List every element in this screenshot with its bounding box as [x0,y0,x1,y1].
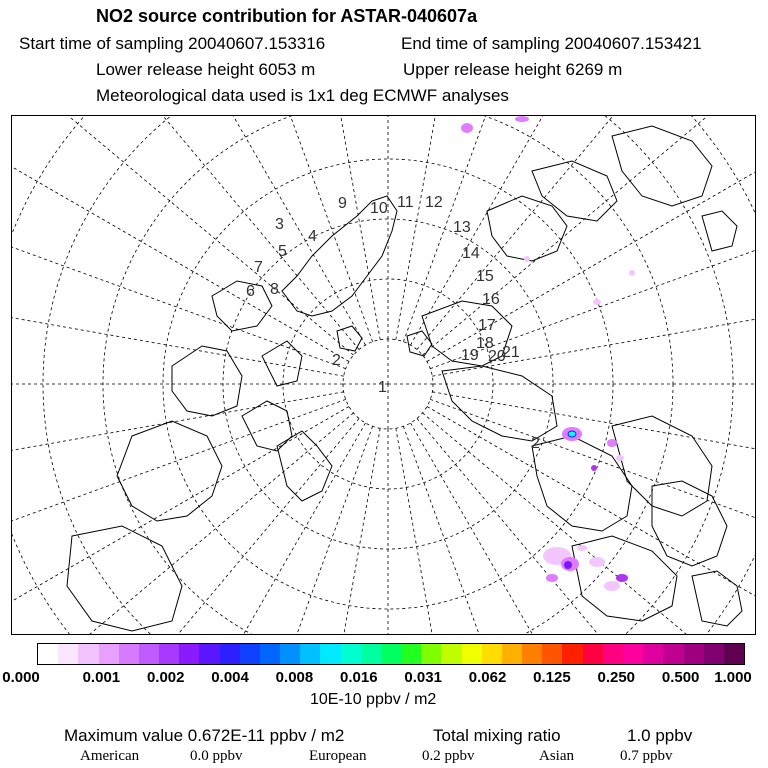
european-label: European [309,748,367,764]
plume-patch [616,574,628,582]
plume-patch [577,545,587,551]
longitude-line [430,399,756,635]
color-swatch [58,644,78,664]
color-swatch [38,644,58,664]
plume-patch [616,455,624,461]
color-scale-tick: 0.002 [146,669,185,686]
trajectory-day-label: 1 [378,379,387,396]
trajectory-day-label: 2 [332,352,341,369]
trajectory-day-label: 14 [462,245,480,262]
trajectory-day-label: 10 [370,200,388,217]
met-data-label: Meteorological data used is 1x1 deg ECMWF analyses [96,86,509,105]
trajectory-day-label: 13 [453,219,471,236]
trajectory-day-label: 19 [461,347,479,364]
color-scale-tick: 0.500 [661,669,700,686]
plume-patch [604,581,620,591]
maximum-value-label: Maximum value 0.672E-11 ppbv / m2 [64,726,345,745]
longitude-line [396,428,544,635]
plume-patch [564,561,572,569]
trajectory-day-label: 21 [502,344,520,361]
color-swatch [603,644,623,664]
trajectory-labels [246,194,540,452]
color-swatch [300,644,320,664]
color-scale-tick: 0.004 [211,669,249,686]
longitude-line [422,116,756,355]
plume-patch [568,431,576,437]
latitude-circle [12,116,756,635]
trajectory-day-label: 4 [308,228,317,245]
trajectory-day-label: 11 [397,194,414,211]
longitude-line [12,228,344,376]
plume-patch [461,123,473,133]
color-swatch [280,644,300,664]
color-scale-unit: 10E-10 ppbv / m2 [310,691,437,708]
color-swatch [119,644,139,664]
color-scale-tick: 1.000 [714,669,752,686]
color-scale-bar [37,643,745,665]
color-swatch [502,644,522,664]
total-mixing-ratio-value: 1.0 ppbv [627,726,693,745]
plume-patch [629,270,635,276]
color-swatch [562,644,582,664]
longitude-line [12,413,354,635]
color-swatch [663,644,683,664]
longitude-line [232,428,380,635]
longitude-line [12,418,359,635]
color-swatch [220,644,240,664]
color-swatch [159,644,179,664]
trajectory-day-label: 16 [482,291,500,308]
polar-map [11,115,756,635]
longitude-line [427,407,756,636]
longitude-line [403,116,695,342]
plume-patch [591,465,597,471]
total-mixing-ratio-label: Total mixing ratio [433,726,561,745]
trajectory-day-label: 8 [270,281,279,298]
longitude-line [12,407,349,636]
color-scale-tick: 0.000 [2,669,40,686]
color-swatch [381,644,401,664]
color-swatch [704,644,724,664]
plume-patch [546,574,558,582]
longitude-line [403,426,695,635]
plume-patch [524,256,530,262]
color-swatch [522,644,542,664]
asian-label: Asian [539,748,574,764]
trajectory-day-label: 3 [275,216,284,233]
color-swatch [199,644,219,664]
asian-value: 0.7 ppbv [620,748,673,764]
longitude-line [12,423,366,635]
color-scale-tick: 0.031 [404,669,442,686]
color-swatch [441,644,461,664]
trajectory-day-label: 18 [476,335,494,352]
color-swatch [240,644,260,664]
trajectory-day-label: 9 [338,195,347,212]
plume-patch [607,439,617,447]
start-time-label: Start time of sampling 20040607.153316 [19,34,326,53]
trajectory-day-label: 2 [531,435,540,452]
color-swatch [341,644,361,664]
color-swatch [401,644,421,664]
plume-patch [589,557,605,567]
trajectory-day-label: 17 [478,317,496,334]
longitude-line [427,116,756,362]
color-swatch [462,644,482,664]
plume-patch [515,116,529,122]
color-scale-tick: 0.016 [340,669,378,686]
color-swatch [179,644,199,664]
longitude-line [12,116,349,362]
american-label: American [80,748,140,764]
color-swatch [643,644,663,664]
color-scale-tick: 0.008 [275,669,314,686]
trajectory-day-label: 20 [488,348,506,365]
trajectory-day-label: 12 [425,194,443,211]
color-scale-tick: 0.125 [533,669,571,686]
color-swatch [583,644,603,664]
color-swatch [139,644,159,664]
longitude-line [80,116,372,342]
color-swatch [542,644,562,664]
color-swatch [482,644,502,664]
color-scale-tick: 0.062 [468,669,507,686]
trajectory-day-label: 5 [278,243,287,260]
color-swatch [684,644,704,664]
plume-patch [593,299,601,305]
color-swatch [724,644,744,664]
color-swatch [78,644,98,664]
plot-title: NO2 source contribution for ASTAR-040607a [96,6,478,26]
trajectory-day-label: 7 [254,259,263,276]
lat-lon-grid [12,116,756,635]
lower-height-label: Lower release height 6053 m [96,60,316,79]
color-scale-tick: 0.250 [597,669,636,686]
european-value: 0.2 ppbv [422,748,475,764]
color-scale-tick: 0.001 [82,669,121,686]
color-swatch [99,644,119,664]
color-swatch [361,644,381,664]
end-time-label: End time of sampling 20040607.153421 [401,34,702,53]
american-value: 0.0 ppbv [190,748,243,764]
color-swatch [260,644,280,664]
longitude-line [232,116,380,340]
color-swatch [320,644,340,664]
color-swatch [421,644,441,664]
color-swatch [623,644,643,664]
upper-height-label: Upper release height 6269 m [403,60,623,79]
trajectory-day-label: 6 [246,283,255,300]
trajectory-day-label: 15 [476,268,494,285]
